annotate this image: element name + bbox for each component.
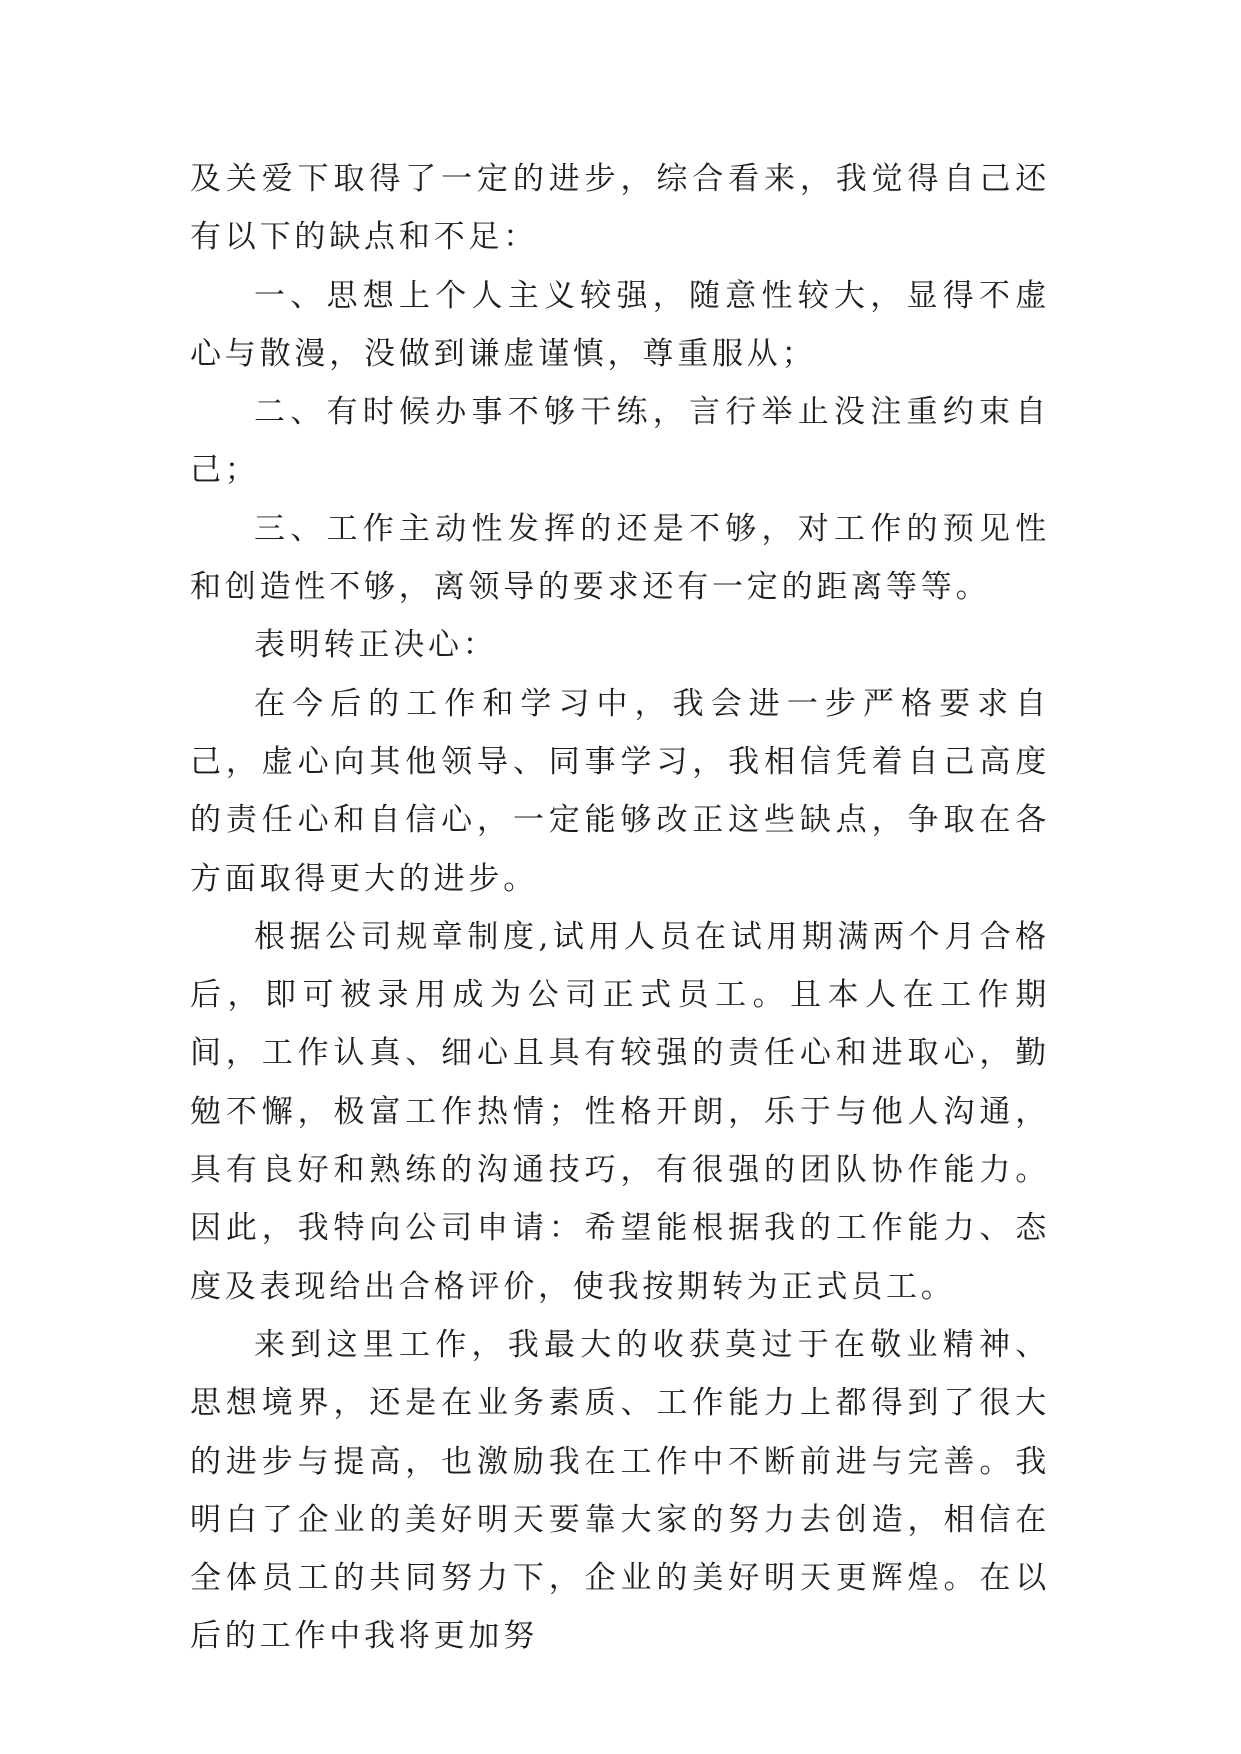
paragraph-reflection: 来到这里工作，我最大的收获莫过于在敬业精神、思想境界，还是在业务素质、工作能力上都得到了很大的进步与提高，也激励我在工作中不断前进与完善。我明白了企业的美好明天要靠大家的努力去创造，相信在全体员工的共同努力下，企业的美好明天更辉煌。在以后的工作中我将更加努 xyxy=(190,1326,1050,1655)
paragraph-application: 根据公司规章制度,试用人员在试用期满两个月合格后，即可被录用成为公司正式员工。且本人在工作期间，工作认真、细心且具有较强的责任心和进取心，勤勉不懈，极富工作热情；性格开朗，乐于与他人沟通，具有良好和熟练的沟通技巧，有很强的团队协作能力。因此，我特向公司申请：希望能根据我的工作能力、态度及表现给出合格评价，使我按期转为正式员工。 xyxy=(190,918,1050,1305)
paragraph-continuation: 及关爱下取得了一定的进步，综合看来，我觉得自己还有以下的缺点和不足： xyxy=(190,161,1050,256)
document-body xyxy=(190,150,1050,1666)
paragraph-shortcoming-3: 三、工作主动性发挥的还是不够，对工作的预见性和创造性不够，离领导的要求还有一定的距离等等。 xyxy=(190,510,1050,606)
paragraph-determination: 在今后的工作和学习中，我会进一步严格要求自己，虚心向其他领导、同事学习，我相信凭着自己高度的责任心和自信心，一定能够改正这些缺点，争取在各方面取得更大的进步。 xyxy=(190,685,1050,897)
paragraph-shortcoming-1: 一、思想上个人主义较强，随意性较大，显得不虚心与散漫，没做到谦虚谨慎，尊重服从； xyxy=(190,277,1050,372)
paragraph-shortcoming-2: 二、有时候办事不够干练，言行举止没注重约束自己； xyxy=(190,394,1050,489)
section-heading-determination: 表明转正决心： xyxy=(254,627,498,664)
